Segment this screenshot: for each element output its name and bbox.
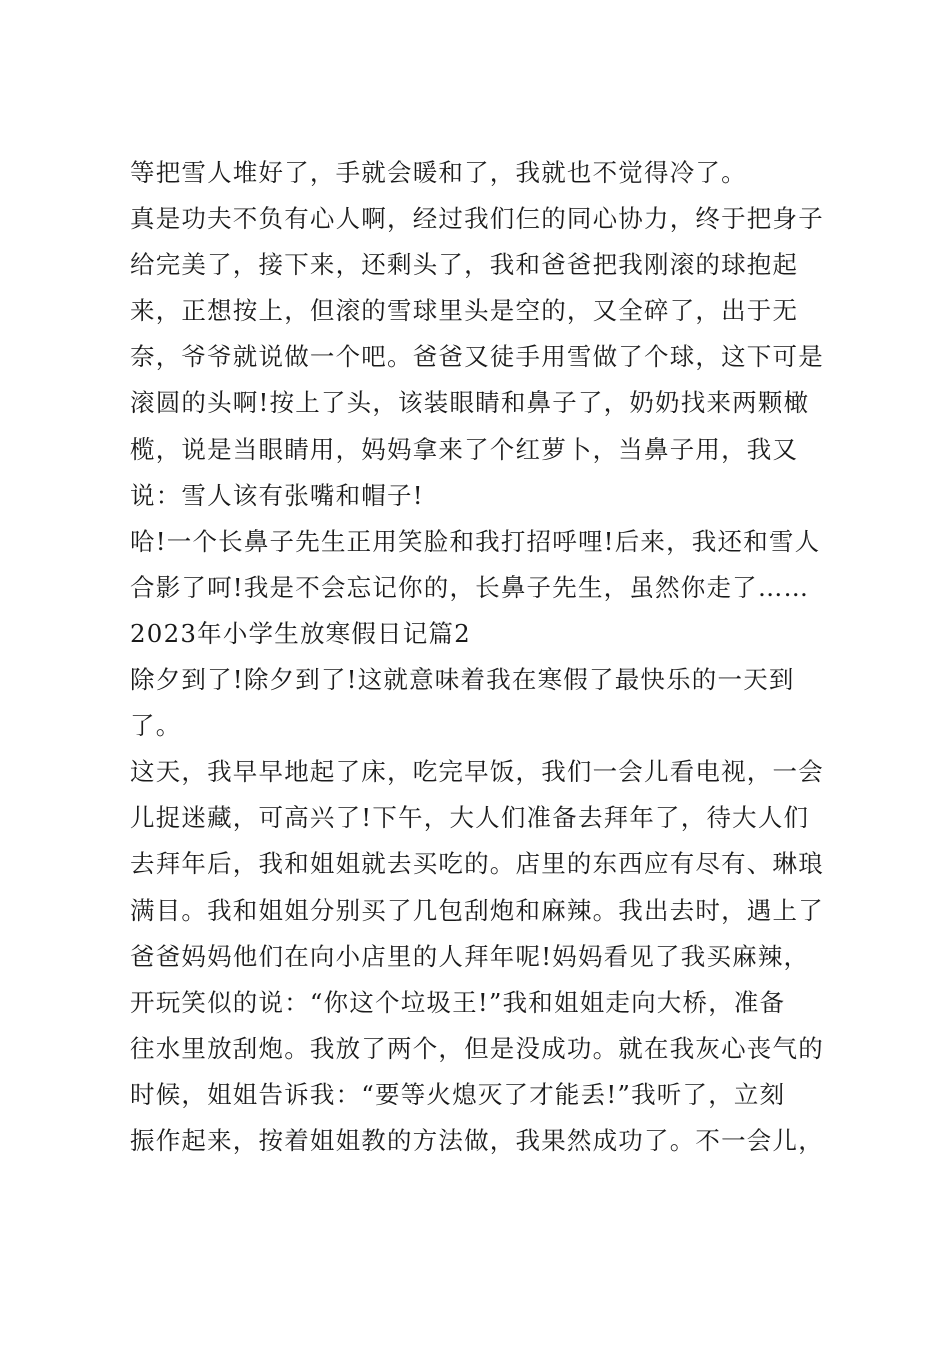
text-line: 除夕到了!除夕到了!这就意味着我在寒假了最快乐的一天到 (130, 665, 795, 695)
text-line: 儿捉迷藏，可高兴了!下午，大人们准备去拜年了，待大人们 (130, 803, 810, 833)
text-line: 真是功夫不负有心人啊，经过我们仨的同心协力，终于把身子 (130, 204, 824, 234)
text-line: 滚圆的头啊!按上了头，该装眼睛和鼻子了，奶奶找来两颗橄 (130, 388, 810, 418)
text-line: 满目。我和姐姐分别买了几包刮炮和麻辣。我出去时，遇上了 (130, 895, 824, 925)
text-line: 开玩笑似的说：“你这个垃圾王!”我和姐姐走向大桥，准备 (130, 987, 786, 1017)
text-line: 给完美了，接下来，还剩头了，我和爸爸把我刚滚的球抱起 (130, 250, 799, 280)
text-line: 振作起来，按着姐姐教的方法做，我果然成功了。不一会儿， (130, 1125, 824, 1155)
text-line: 合影了呵!我是不会忘记你的，长鼻子先生，虽然你走了…… (130, 572, 810, 602)
text-line: 奈，爷爷就说做一个吧。爸爸又徒手用雪做了个球，这下可是 (130, 342, 824, 372)
text-line: 爸爸妈妈他们在向小店里的人拜年呢!妈妈看见了我买麻辣， (130, 941, 810, 971)
section-heading: 2023年小学生放寒假日记篇2 (130, 618, 471, 648)
text-line: 来，正想按上，但滚的雪球里头是空的，又全碎了，出于无 (130, 296, 799, 326)
text-line: 等把雪人堆好了，手就会暖和了，我就也不觉得冷了。 (130, 158, 747, 187)
text-line: 榄，说是当眼睛用，妈妈拿来了个红萝卜，当鼻子用，我又 (130, 434, 799, 464)
text-line: 时候，姐姐告诉我：“要等火熄灭了才能丢!”我听了，立刻 (130, 1079, 786, 1109)
text-line: 哈!一个长鼻子先生正用笑脸和我打招呼哩!后来，我还和雪人 (130, 526, 821, 556)
text-line: 去拜年后，我和姐姐就去买吃的。店里的东西应有尽有、琳琅 (130, 849, 824, 879)
text-line: 这天，我早早地起了床，吃完早饭，我们一会儿看电视，一会 (130, 757, 824, 787)
text-line: 说：雪人该有张嘴和帽子! (130, 480, 424, 510)
document-body (130, 150, 830, 1164)
text-line: 了。 (130, 711, 182, 741)
text-line: 往水里放刮炮。我放了两个，但是没成功。就在我灰心丧气的 (130, 1033, 824, 1063)
